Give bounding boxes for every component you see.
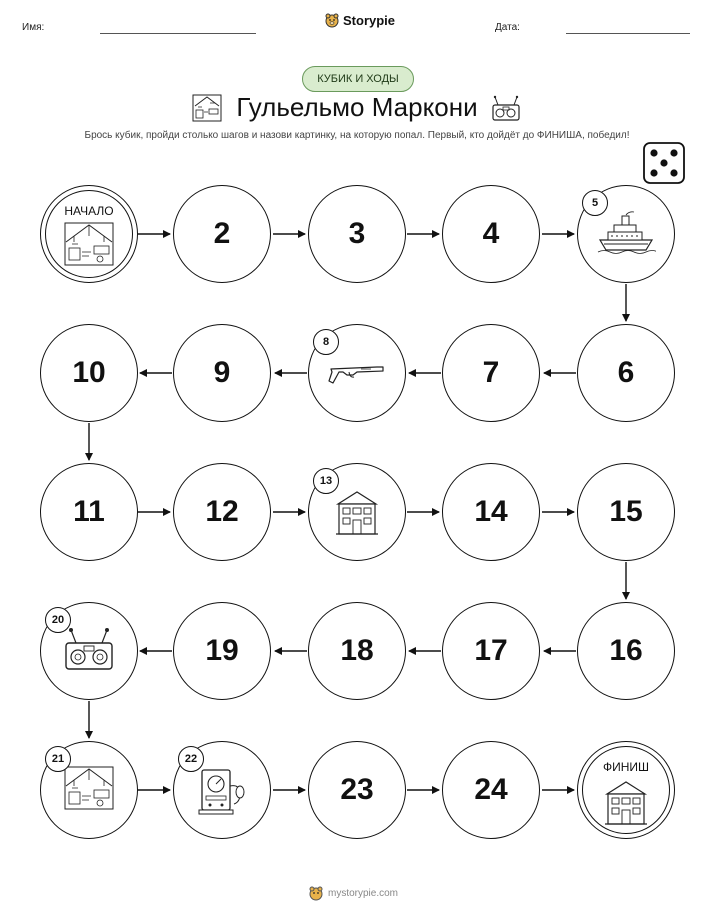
cell-number-badge: 21 (45, 746, 71, 772)
board-cell-11 (40, 463, 138, 561)
rifle-icon (309, 359, 405, 389)
board-cell-22 (173, 741, 271, 839)
board-cell-19 (173, 602, 271, 700)
bear-logo-icon (308, 885, 324, 901)
board-cell-24 (442, 741, 540, 839)
cell-number: 10 (72, 356, 106, 389)
cell-number: 19 (205, 634, 239, 667)
cell-number-badge: 22 (178, 746, 204, 772)
board-cell-8 (308, 324, 406, 422)
cell-number-badge: 8 (313, 329, 339, 355)
board-cell-18 (308, 602, 406, 700)
building-icon (578, 778, 674, 828)
board-cell-12 (173, 463, 271, 561)
name-label: Имя: (22, 22, 45, 33)
board-cell-14 (442, 463, 540, 561)
category-badge: КУБИК И ХОДЫ (302, 66, 414, 92)
board-cell-13 (308, 463, 406, 561)
cell-number-badge: 5 (582, 190, 608, 216)
brand-name: Storypie (343, 12, 396, 28)
cell-number: 12 (205, 495, 239, 528)
cell-number: 24 (474, 773, 508, 806)
date-label: Дата: (495, 22, 520, 33)
start-cell (40, 185, 138, 283)
start-label: НАЧАЛО (64, 204, 114, 218)
instructions: Брось кубик, пройди столько шагов и назови картинку, на которую попал. Первый, кто дойдёт до ФИНИША, победил! (84, 130, 630, 141)
cell-number: 9 (213, 356, 231, 389)
cell-number: 2 (213, 217, 231, 250)
board-cell-15 (577, 463, 675, 561)
building-icon (309, 488, 405, 538)
cell-number: 11 (73, 495, 105, 528)
board-cell-5 (577, 185, 675, 283)
cell-number: 4 (482, 217, 500, 250)
cell-number: 18 (340, 634, 374, 667)
board-cell-16 (577, 602, 675, 700)
cell-number-badge: 20 (45, 607, 71, 633)
radio-icon (41, 627, 137, 673)
finish-label: ФИНИШ (602, 760, 650, 774)
telegraph-device-icon (174, 766, 270, 816)
cell-number: 23 (340, 773, 374, 806)
board-cell-23 (308, 741, 406, 839)
cell-number: 17 (474, 634, 508, 667)
board-cell-21 (40, 741, 138, 839)
lab-room-icon (41, 766, 137, 810)
cell-number: 3 (348, 217, 366, 250)
board-cell-17 (442, 602, 540, 700)
board-cell-3 (308, 185, 406, 283)
board-cell-4 (442, 185, 540, 283)
cell-number: 16 (609, 634, 643, 667)
cell-number: 14 (474, 495, 508, 528)
page-title: Гульельмо Маркони (236, 92, 478, 122)
board-cell-7 (442, 324, 540, 422)
footer-url[interactable]: mystorypie.com (328, 887, 399, 899)
board-cell-9 (173, 324, 271, 422)
board-cell-6 (577, 324, 675, 422)
ship-icon (578, 210, 674, 254)
board-cell-10 (40, 324, 138, 422)
finish-cell (577, 741, 675, 839)
footer (308, 885, 398, 901)
board-cell-2 (173, 185, 271, 283)
lab-room-icon (41, 222, 137, 266)
cell-number-badge: 13 (313, 468, 339, 494)
cell-number: 6 (617, 356, 635, 389)
cell-number: 15 (609, 495, 643, 528)
board-cell-20 (40, 602, 138, 700)
cell-number: 7 (482, 356, 500, 389)
